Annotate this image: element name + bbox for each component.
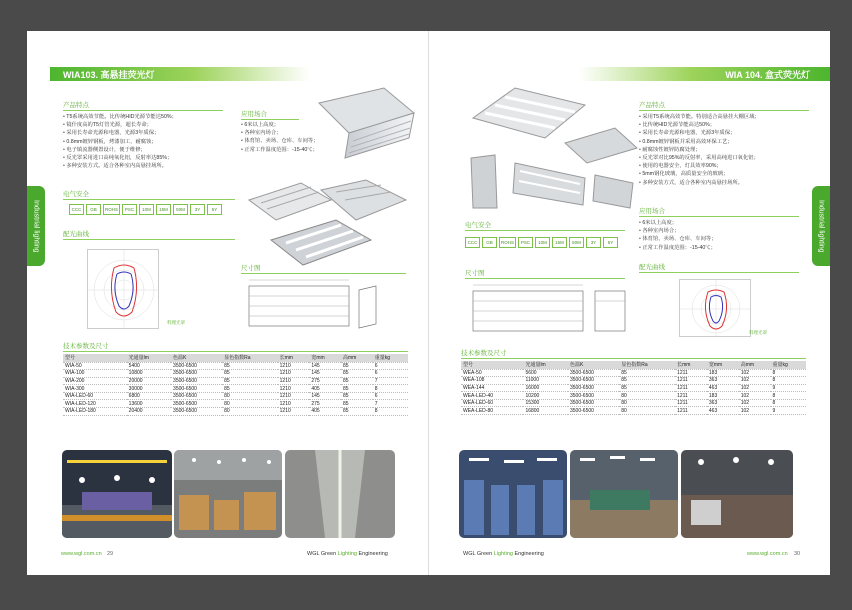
divider bbox=[63, 351, 408, 352]
divider bbox=[461, 358, 806, 359]
cert-badge: GB bbox=[482, 237, 497, 248]
table-row bbox=[461, 384, 806, 392]
table-cell: 3500-6500 bbox=[568, 369, 619, 377]
cert-badge: 15M bbox=[156, 204, 171, 215]
footer-brand: WGL Green Lighting Engineering bbox=[463, 551, 544, 557]
table-cell: 275 bbox=[309, 377, 341, 385]
brochure-spread bbox=[27, 31, 830, 575]
table-cell: 3500-6500 bbox=[171, 377, 222, 385]
list-item: • 多种安装方式，适合各种室内高悬挂场所。 bbox=[639, 179, 760, 187]
table-cell: 463 bbox=[707, 407, 739, 415]
dimension-drawing bbox=[241, 276, 391, 336]
table-cell: 8 bbox=[771, 399, 806, 407]
table-cell: WIA-300 bbox=[63, 385, 127, 393]
table-cell: 80 bbox=[222, 400, 278, 408]
table-cell: 30000 bbox=[127, 385, 171, 393]
table-cell: 102 bbox=[739, 392, 771, 400]
table-row bbox=[461, 377, 806, 385]
table-cell: 1211 bbox=[675, 384, 707, 392]
table-cell: 6 bbox=[373, 370, 408, 378]
elec-heading: 电气安全 bbox=[465, 222, 491, 229]
cert-badge: PSC bbox=[122, 204, 137, 215]
table-header-row bbox=[461, 361, 806, 369]
table-cell: 8 bbox=[771, 377, 806, 385]
list-item: • 6米以上高度； bbox=[241, 121, 319, 129]
table-cell: 405 bbox=[309, 385, 341, 393]
page-title: WIA 104. 盒式荧光灯 bbox=[725, 70, 810, 80]
table-cell: WIA-LED-180 bbox=[63, 408, 127, 416]
table-cell: 3500-6500 bbox=[171, 392, 222, 400]
list-item: • 5mm钢化玻璃，高质量安全的玻璃； bbox=[639, 170, 760, 178]
cert-badge: CCC bbox=[69, 204, 84, 215]
table-cell: 85 bbox=[341, 362, 373, 370]
table-header-cell: 重量kg bbox=[373, 354, 408, 362]
table-cell: WIA-LED-120 bbox=[63, 400, 127, 408]
table-cell: 102 bbox=[739, 399, 771, 407]
table-header-cell: 显色指数Ra bbox=[222, 354, 278, 362]
table-cell: WEA-LED-60 bbox=[461, 399, 523, 407]
table-cell: 102 bbox=[739, 407, 771, 415]
list-item: • 正常工作温度范围：-15-40℃； bbox=[639, 244, 717, 252]
product-photo-1 bbox=[309, 83, 417, 163]
table-cell: 85 bbox=[619, 377, 675, 385]
curve-caption: 料理光罩 bbox=[167, 320, 185, 325]
divider bbox=[639, 110, 809, 111]
list-item: • 反光罩对比95%的反射率，采用高纯进口氧化铝； bbox=[639, 154, 760, 162]
table-cell: WEA-LED-80 bbox=[461, 407, 523, 415]
curve-heading: 配光曲线 bbox=[639, 264, 665, 271]
divider bbox=[63, 239, 235, 240]
cert-badge: 3Y bbox=[586, 237, 601, 248]
table-cell: 102 bbox=[739, 377, 771, 385]
page-title: WIA103. 高悬挂荧光灯 bbox=[63, 70, 155, 80]
table-cell: WIA-200 bbox=[63, 377, 127, 385]
list-item: • 采用T5系统高效节能。特别适合高悬挂大棚区域； bbox=[639, 113, 760, 121]
table-cell: 85 bbox=[341, 408, 373, 416]
side-tab: Industrial lighting bbox=[812, 186, 830, 266]
table-cell: WEA-LED-40 bbox=[461, 392, 523, 400]
table-cell: 80 bbox=[619, 407, 675, 415]
table-cell: 1211 bbox=[675, 392, 707, 400]
table-row bbox=[63, 408, 408, 416]
table-cell: 3500-6500 bbox=[568, 392, 619, 400]
page-number: 30 bbox=[794, 551, 801, 557]
table-header-cell: 色温K bbox=[568, 361, 619, 369]
table-cell: 102 bbox=[739, 369, 771, 377]
table-cell: 6800 bbox=[127, 392, 171, 400]
list-item: • 电子镇流器侧置设计，便于维修； bbox=[63, 146, 177, 154]
table-cell: 85 bbox=[222, 362, 278, 370]
table-cell: 3500-6500 bbox=[568, 384, 619, 392]
table-cell: 6 bbox=[373, 392, 408, 400]
table-cell: 85 bbox=[222, 377, 278, 385]
divider bbox=[63, 110, 223, 111]
table-header-cell: 宽mm bbox=[707, 361, 739, 369]
table-cell: 183 bbox=[707, 392, 739, 400]
divider bbox=[639, 272, 799, 273]
table-cell: 3500-6500 bbox=[171, 400, 222, 408]
table-header-cell: 型号 bbox=[461, 361, 523, 369]
table-header-cell: 显色指数Ra bbox=[619, 361, 675, 369]
table-cell: 3500-6500 bbox=[171, 370, 222, 378]
table-cell: 85 bbox=[341, 400, 373, 408]
table-cell: 7 bbox=[373, 400, 408, 408]
table-row bbox=[461, 407, 806, 415]
footer-url[interactable]: www.wgl.com.cn bbox=[747, 551, 788, 557]
table-cell: 1210 bbox=[278, 362, 310, 370]
features-list bbox=[63, 113, 177, 170]
table-cell: 85 bbox=[222, 370, 278, 378]
light-distribution-curve bbox=[87, 249, 159, 329]
table-cell: 463 bbox=[707, 384, 739, 392]
footer-url[interactable]: www.wgl.com.cn bbox=[61, 551, 102, 557]
cert-badge: ROHS bbox=[103, 204, 120, 215]
bottom-photo-3 bbox=[285, 450, 395, 538]
cert-badge: 15M bbox=[552, 237, 567, 248]
table-cell: 16800 bbox=[523, 407, 568, 415]
features-list bbox=[639, 113, 760, 187]
divider bbox=[241, 273, 406, 274]
table-heading: 技术参数及尺寸 bbox=[63, 343, 109, 350]
table-cell: 363 bbox=[707, 377, 739, 385]
elec-heading: 电气安全 bbox=[63, 191, 89, 198]
table-row bbox=[461, 392, 806, 400]
cert-badge: ROHS bbox=[499, 237, 516, 248]
table-cell: 102 bbox=[739, 384, 771, 392]
cert-badge: 5Y bbox=[603, 237, 618, 248]
table-cell: 15300 bbox=[523, 399, 568, 407]
spec-table bbox=[63, 354, 408, 416]
table-cell: 1210 bbox=[278, 408, 310, 416]
table-cell: 1210 bbox=[278, 370, 310, 378]
apps-heading: 应用场合 bbox=[241, 111, 267, 118]
dim-heading: 尺寸图 bbox=[465, 270, 485, 277]
divider bbox=[639, 216, 799, 217]
list-item: • 0.8mm镀锌钢板，烤漆加工，耐腐蚀； bbox=[63, 138, 177, 146]
list-item: • 反光罩采用进口高纯氧化铝，反射率达85%； bbox=[63, 154, 177, 162]
table-cell: WIA-50 bbox=[63, 362, 127, 370]
list-item: • 比传统HID光源节能高达50%； bbox=[639, 121, 760, 129]
table-cell: 1211 bbox=[675, 407, 707, 415]
list-item: • 镜什度高的T5灯管光源，超长寿命； bbox=[63, 121, 177, 129]
cert-badge: 50M bbox=[173, 204, 188, 215]
table-row bbox=[461, 369, 806, 377]
list-item: • 正常工作温度范围：-15-40℃； bbox=[241, 146, 319, 154]
bottom-photo-4 bbox=[459, 450, 567, 538]
table-heading: 技术参数及尺寸 bbox=[461, 350, 507, 357]
table-cell: 3500-6500 bbox=[568, 399, 619, 407]
table-cell: 405 bbox=[309, 408, 341, 416]
list-item: • 各种室内场合； bbox=[241, 129, 319, 137]
table-cell: 3500-6500 bbox=[171, 362, 222, 370]
table-cell: 6 bbox=[373, 362, 408, 370]
list-item: • 0.8mm镀锌钢板并采用高效环保工艺； bbox=[639, 138, 760, 146]
table-cell: 85 bbox=[341, 385, 373, 393]
list-item: • 6米以上高度； bbox=[639, 219, 717, 227]
table-cell: 3500-6500 bbox=[171, 385, 222, 393]
table-cell: 16000 bbox=[523, 384, 568, 392]
list-item: • 使用的电器安全，灯具效率90%； bbox=[639, 162, 760, 170]
cert-badge: 10M bbox=[535, 237, 550, 248]
table-cell: 80 bbox=[619, 399, 675, 407]
table-cell: 145 bbox=[309, 370, 341, 378]
table-cell: 145 bbox=[309, 362, 341, 370]
table-cell: 80 bbox=[619, 392, 675, 400]
cert-badge: 5Y bbox=[207, 204, 222, 215]
table-cell: 1210 bbox=[278, 392, 310, 400]
list-item: • 采用长寿命光源和电器，光源3年质保； bbox=[63, 129, 177, 137]
table-cell: 80 bbox=[222, 408, 278, 416]
cert-badge: 50M bbox=[569, 237, 584, 248]
cert-badge: 3Y bbox=[190, 204, 205, 215]
table-cell: 9 bbox=[771, 407, 806, 415]
list-item: • 体育馆、卖场、仓库、车间等； bbox=[639, 235, 717, 243]
light-distribution-curve bbox=[679, 279, 751, 337]
left-page bbox=[27, 31, 428, 575]
table-cell: 1210 bbox=[278, 400, 310, 408]
divider bbox=[241, 119, 299, 120]
table-cell: WIA-100 bbox=[63, 370, 127, 378]
table-cell: WIA-LED-60 bbox=[63, 392, 127, 400]
table-cell: 20400 bbox=[127, 408, 171, 416]
divider bbox=[465, 278, 625, 279]
product-photo-2 bbox=[241, 165, 421, 277]
table-cell: 10200 bbox=[523, 392, 568, 400]
table-header-cell: 重量kg bbox=[771, 361, 806, 369]
table-cell: WEA-50 bbox=[461, 369, 523, 377]
table-cell: 145 bbox=[309, 392, 341, 400]
table-cell: 3500-6500 bbox=[568, 377, 619, 385]
table-row bbox=[461, 399, 806, 407]
table-header-cell: 长mm bbox=[675, 361, 707, 369]
bottom-photo-1 bbox=[62, 450, 172, 538]
table-header-cell: 型号 bbox=[63, 354, 127, 362]
table-cell: 1210 bbox=[278, 377, 310, 385]
table-header-cell: 长mm bbox=[278, 354, 310, 362]
table-cell: 8 bbox=[771, 369, 806, 377]
list-item: • 多种安装方式。适合各种室内高悬挂场所。 bbox=[63, 162, 177, 170]
table-header-row bbox=[63, 354, 408, 362]
table-row bbox=[63, 362, 408, 370]
bottom-photo-2 bbox=[174, 450, 282, 538]
table-cell: 275 bbox=[309, 400, 341, 408]
list-item: • 采用长寿命光源和电器，光源3年质保； bbox=[639, 129, 760, 137]
table-cell: 85 bbox=[619, 369, 675, 377]
table-cell: 5600 bbox=[523, 369, 568, 377]
table-cell: 1211 bbox=[675, 369, 707, 377]
apps-heading: 应用场合 bbox=[639, 208, 665, 215]
spec-table bbox=[461, 361, 806, 415]
table-cell: WEA-144 bbox=[461, 384, 523, 392]
table-cell: 80 bbox=[222, 392, 278, 400]
table-cell: 7 bbox=[373, 377, 408, 385]
cert-badge: PSC bbox=[518, 237, 533, 248]
table-cell: WEA-108 bbox=[461, 377, 523, 385]
table-cell: 363 bbox=[707, 399, 739, 407]
cert-badge: GB bbox=[86, 204, 101, 215]
table-header-cell: 高mm bbox=[739, 361, 771, 369]
table-row bbox=[63, 370, 408, 378]
curve-heading: 配光曲线 bbox=[63, 231, 89, 238]
table-row bbox=[63, 392, 408, 400]
footer-brand: WGL Green Lighting Engineering bbox=[307, 551, 388, 557]
table-cell: 85 bbox=[341, 370, 373, 378]
features-heading: 产品特点 bbox=[63, 102, 89, 109]
table-cell: 183 bbox=[707, 369, 739, 377]
bottom-photo-6 bbox=[681, 450, 793, 538]
table-cell: 3500-6500 bbox=[171, 408, 222, 416]
table-cell: 8 bbox=[373, 408, 408, 416]
table-cell: 20000 bbox=[127, 377, 171, 385]
right-page bbox=[429, 31, 830, 575]
bottom-photo-5 bbox=[570, 450, 678, 538]
cert-badges bbox=[465, 237, 618, 248]
table-row bbox=[63, 400, 408, 408]
table-cell: 1210 bbox=[278, 385, 310, 393]
table-header-cell: 高mm bbox=[341, 354, 373, 362]
page-number: 29 bbox=[107, 551, 114, 557]
cert-badge: 10M bbox=[139, 204, 154, 215]
divider bbox=[63, 199, 235, 200]
table-cell: 9 bbox=[771, 384, 806, 392]
table-cell: 11000 bbox=[523, 377, 568, 385]
table-row bbox=[63, 385, 408, 393]
table-cell: 85 bbox=[341, 392, 373, 400]
table-cell: 8 bbox=[771, 392, 806, 400]
divider bbox=[465, 230, 625, 231]
cert-badges bbox=[69, 204, 222, 215]
table-cell: 85 bbox=[341, 377, 373, 385]
list-item: • 各种室内场合； bbox=[639, 227, 717, 235]
table-header-cell: 色温K bbox=[171, 354, 222, 362]
apps-list bbox=[241, 121, 319, 154]
table-cell: 5400 bbox=[127, 362, 171, 370]
table-cell: 8 bbox=[373, 385, 408, 393]
table-cell: 13600 bbox=[127, 400, 171, 408]
table-row bbox=[63, 377, 408, 385]
apps-list bbox=[639, 219, 717, 252]
table-cell: 3500-6500 bbox=[568, 407, 619, 415]
table-cell: 1211 bbox=[675, 399, 707, 407]
table-cell: 1211 bbox=[675, 377, 707, 385]
table-header-cell: 宽mm bbox=[309, 354, 341, 362]
features-heading: 产品特点 bbox=[639, 102, 665, 109]
table-cell: 85 bbox=[222, 385, 278, 393]
list-item: • 体育馆、卖场、仓库、车间等； bbox=[241, 137, 319, 145]
list-item: • 耐腐蚀性镀锌防腐处理； bbox=[639, 146, 760, 154]
table-cell: 85 bbox=[619, 384, 675, 392]
table-cell: 10800 bbox=[127, 370, 171, 378]
dim-heading: 尺寸图 bbox=[241, 265, 261, 272]
table-header-cell: 光通量lm bbox=[127, 354, 171, 362]
product-photo-3 bbox=[465, 83, 640, 211]
side-tab: Industrial lighting bbox=[27, 186, 45, 266]
table-header-cell: 光通量lm bbox=[523, 361, 568, 369]
list-item: • T5系统高效节能。比传统HID光源节能达50%； bbox=[63, 113, 177, 121]
curve-caption: 料理光罩 bbox=[749, 330, 767, 335]
dimension-drawing bbox=[465, 281, 635, 343]
cert-badge: CCC bbox=[465, 237, 480, 248]
